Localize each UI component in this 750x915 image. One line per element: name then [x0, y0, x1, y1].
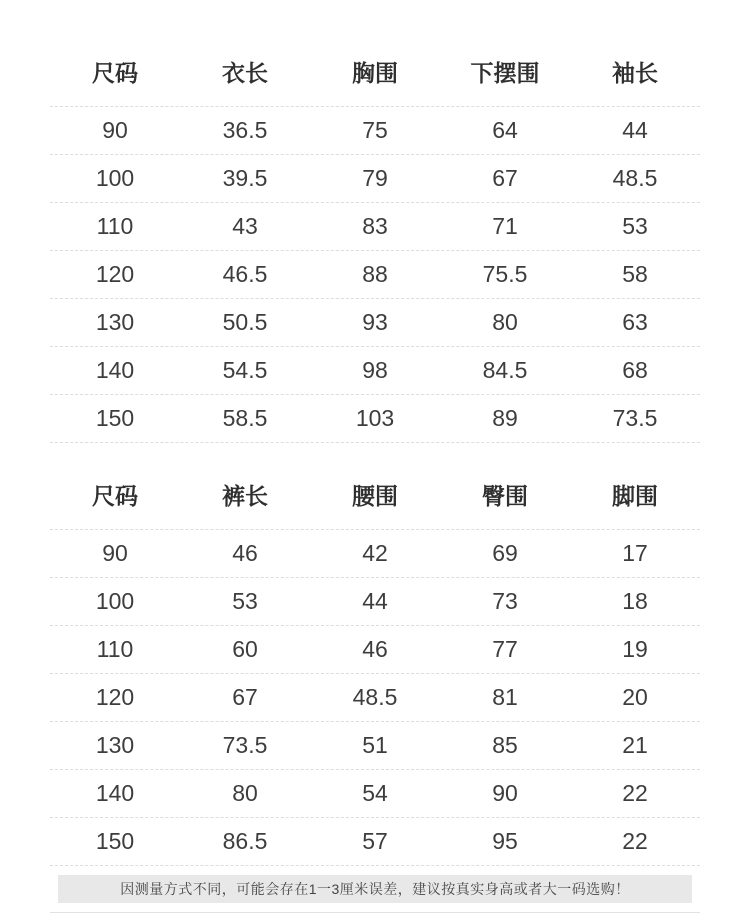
table-cell: 67	[232, 684, 258, 710]
table-cell: 22	[622, 780, 648, 806]
table-cell: 43	[232, 213, 258, 239]
header-length: 衣长	[222, 59, 268, 86]
table-cell: 75.5	[482, 261, 528, 287]
table-cell: 53	[622, 213, 648, 239]
table-row	[50, 578, 700, 626]
table-cell: 120	[95, 261, 135, 287]
table-cell: 17	[622, 540, 648, 566]
table-row	[50, 770, 700, 818]
table-cell: 90	[102, 540, 128, 566]
table-cell: 100	[95, 588, 135, 614]
table-cell: 48.5	[612, 165, 658, 191]
table-cell: 81	[492, 684, 518, 710]
header-sleeve: 袖长	[612, 59, 658, 86]
table-row	[50, 626, 700, 674]
table-row	[50, 347, 700, 395]
table-cell: 120	[95, 684, 135, 710]
table-cell: 68	[622, 357, 648, 383]
table-cell: 140	[95, 357, 135, 383]
table-cell: 80	[232, 780, 258, 806]
header-pants-length: 裤长	[222, 482, 268, 509]
table-cell: 130	[95, 732, 135, 758]
table-cell: 98	[362, 357, 388, 383]
table-cell: 42	[362, 540, 388, 566]
table-cell: 110	[96, 213, 134, 239]
table-cell: 69	[492, 540, 518, 566]
header-hip: 臀围	[482, 482, 528, 509]
table-cell: 67	[492, 165, 518, 191]
table-cell: 110	[96, 636, 134, 662]
table-cell: 19	[622, 636, 648, 662]
table-cell: 18	[622, 588, 648, 614]
table-cell: 54.5	[222, 357, 268, 383]
header-chest: 胸围	[352, 59, 398, 86]
table-header-row	[50, 471, 700, 530]
table-row	[50, 107, 700, 155]
table-cell: 58.5	[222, 405, 268, 431]
header-ankle: 脚围	[612, 482, 658, 509]
table-cell: 130	[95, 309, 135, 335]
table-cell: 83	[362, 213, 388, 239]
table-cell: 50.5	[222, 309, 268, 335]
header-size: 尺码	[92, 59, 138, 86]
table-cell: 73.5	[222, 732, 268, 758]
table-cell: 150	[95, 828, 135, 854]
table-cell: 85	[492, 732, 518, 758]
table-cell: 150	[95, 405, 135, 431]
table-cell: 36.5	[222, 117, 268, 143]
table-cell: 95	[492, 828, 518, 854]
table-cell: 73.5	[612, 405, 658, 431]
header-waist: 腰围	[352, 482, 398, 509]
table-row	[50, 530, 700, 578]
table-cell: 20	[622, 684, 648, 710]
table-cell: 86.5	[222, 828, 268, 854]
table-cell: 100	[95, 165, 135, 191]
table-header-row	[50, 48, 700, 107]
table-cell: 57	[362, 828, 388, 854]
table-cell: 44	[362, 588, 388, 614]
table-row	[50, 674, 700, 722]
table-cell: 58	[622, 261, 648, 287]
table-cell: 46	[232, 540, 258, 566]
table-row	[50, 251, 700, 299]
table-cell: 89	[492, 405, 518, 431]
table-cell: 73	[492, 588, 518, 614]
bottom-size-table	[50, 471, 700, 866]
table-cell: 46	[362, 636, 388, 662]
table-row	[50, 155, 700, 203]
table-cell: 48.5	[352, 684, 398, 710]
table-cell: 39.5	[222, 165, 268, 191]
table-cell: 63	[622, 309, 648, 335]
table-row	[50, 722, 700, 770]
header-size: 尺码	[92, 482, 138, 509]
table-cell: 90	[102, 117, 128, 143]
table-cell: 80	[492, 309, 518, 335]
table-cell: 77	[492, 636, 518, 662]
table-cell: 64	[492, 117, 518, 143]
table-cell: 88	[362, 261, 388, 287]
table-row	[50, 299, 700, 347]
table-cell: 75	[362, 117, 388, 143]
table-cell: 53	[232, 588, 258, 614]
table-cell: 84.5	[482, 357, 528, 383]
header-hem: 下摆围	[470, 59, 540, 86]
table-cell: 22	[622, 828, 648, 854]
table-row	[50, 395, 700, 443]
table-cell: 60	[232, 636, 258, 662]
table-cell: 46.5	[222, 261, 268, 287]
table-cell: 140	[95, 780, 135, 806]
table-row	[50, 818, 700, 866]
top-size-table	[50, 48, 700, 443]
table-cell: 90	[492, 780, 518, 806]
table-cell: 93	[362, 309, 388, 335]
table-row	[50, 203, 700, 251]
measurement-note: 因测量方式不同，可能会存在1一3厘米误差，建议按真实身高或者大一码选购！	[58, 875, 692, 903]
table-cell: 103	[355, 405, 395, 431]
table-cell: 44	[622, 117, 648, 143]
bottom-divider	[50, 912, 700, 913]
table-cell: 79	[362, 165, 388, 191]
table-cell: 54	[362, 780, 388, 806]
table-cell: 21	[622, 732, 648, 758]
table-cell: 51	[362, 732, 388, 758]
table-cell: 71	[492, 213, 518, 239]
